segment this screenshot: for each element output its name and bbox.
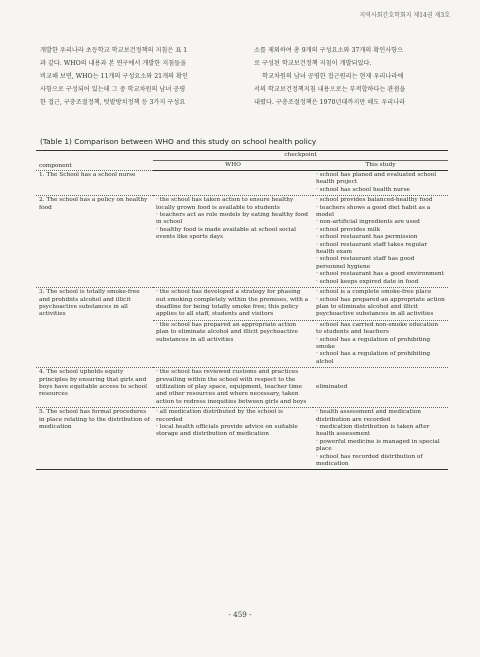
body-text-left bbox=[40, 44, 240, 109]
study-item: · non-artificial ingredients are used bbox=[316, 219, 420, 226]
header-who: WHO bbox=[153, 161, 313, 171]
study-item: · school restaurant has a good environment bbox=[316, 271, 444, 278]
text-line: 로 구성된 학교보건정책 지침이 개발되었다. bbox=[254, 60, 372, 67]
who-item: · the school has prepared an appropriate action plan to eliminate alcohol and illicit psychoactive substances in all activities bbox=[156, 321, 298, 343]
study-item: · school provides balanced-healthy food bbox=[316, 197, 433, 204]
header-checkpoint: checkpoint bbox=[153, 151, 448, 161]
journal-header: 지역사회간호학회지 제14권 제3호 bbox=[359, 12, 450, 19]
study-item: · school restaurant staff has good personnel hygiene bbox=[316, 256, 415, 270]
who-item: · the school has taken action to ensure healthy locally grown food is available to students bbox=[156, 197, 294, 211]
who-cell bbox=[153, 288, 313, 321]
study-cell bbox=[313, 196, 448, 288]
study-item: · school has planed and evaluated school health project bbox=[316, 172, 437, 186]
text-line: 한 접근, 구충조절정책, 텃밭방치정책 등 3가지 구성요 bbox=[40, 99, 186, 106]
study-item: · school has a regulation of prohibiting alchol bbox=[316, 351, 431, 365]
study-item: · teachers shows a good diet habit as a model bbox=[316, 204, 431, 219]
header-component: component bbox=[36, 151, 153, 171]
study-item: · school has prepared an appropriate action plan to eliminate alcohol and illicit psychoactive substances in all activities bbox=[316, 296, 445, 318]
who-cell bbox=[153, 320, 313, 367]
study-cell bbox=[313, 320, 448, 367]
study-item: · school keeps expired date in food bbox=[316, 278, 419, 285]
table-caption: (Table 1) Comparison between WHO and this study on school health policy bbox=[40, 137, 317, 146]
study-cell bbox=[313, 171, 448, 196]
page-number: - 459 - bbox=[228, 610, 252, 619]
study-item: eliminated bbox=[316, 383, 348, 390]
who-item: · all medication distributed by the school is recorded bbox=[156, 409, 284, 423]
table-row bbox=[36, 408, 448, 470]
who-item: · healthy food is made available at school social events like sports days bbox=[156, 226, 296, 241]
study-item: · school has school health nurse bbox=[316, 186, 410, 193]
who-item: · teachers act as role models by eating healthy food in school bbox=[156, 212, 308, 226]
study-item: · school has carried non-smoke education to students and teachers bbox=[316, 321, 439, 336]
who-item: · the school has developed a strategy for phasing out smoking completely within the premises, with a deadline for being totally smoke free; this policy applies to all staff, students and visitors bbox=[156, 289, 309, 318]
who-item: · local health officials provide advice on suitable storage and distribution of medication bbox=[156, 424, 298, 438]
who-cell bbox=[153, 368, 313, 408]
component-cell: 4. The school upholds equity principles by ensuring that girls and boys have equitable access to school resources bbox=[36, 368, 153, 408]
study-cell bbox=[313, 288, 448, 321]
who-cell bbox=[153, 196, 313, 288]
who-item: · the school has reviewed customs and practices prevailing within the school with respect to the utilization of play space, equipment, teacher time and other resources and where necessary, taken action to redress inequities between girls and boys bbox=[156, 369, 307, 405]
text-line: 사항으로 구성되어 있는데 그 중 학교차원의 남녀 공평 bbox=[40, 86, 186, 93]
study-cell bbox=[313, 368, 448, 408]
study-item: · medication distribution is taken after health assessment bbox=[316, 424, 430, 438]
header-this-study: This study bbox=[313, 161, 448, 171]
text-line: 내렸다. 구충조절정책은 1970년대까지만 해도 우리나라 bbox=[254, 99, 406, 106]
text-line: 개발한 우리나라 초등학교 학교보건정책의 지침은 표 1 bbox=[40, 47, 188, 54]
study-item: · school provides milk bbox=[316, 226, 381, 233]
who-cell bbox=[153, 171, 313, 196]
component-cell: 5. The school has formal procedures in place relating to the distribution of medication bbox=[36, 408, 153, 470]
component-cell: 3. The school is totally smoke-free and prohibits alcohol and illicit psychoactive substances in all activities bbox=[36, 288, 153, 368]
study-item: · school restaurant staff takes regular health exam bbox=[316, 241, 428, 256]
who-cell bbox=[153, 408, 313, 470]
table-row bbox=[36, 196, 448, 288]
study-item: · school is a complete smoke-free place bbox=[316, 289, 432, 296]
study-item: · school has recorded distribution of medication bbox=[316, 453, 423, 468]
study-item: · health assessment and medication distribution are recorded bbox=[316, 409, 422, 423]
text-line: 서의 학교보건정책지침 내용으로는 부적합하다는 관점을 bbox=[254, 86, 406, 93]
table-row bbox=[36, 171, 448, 196]
study-item: · school restaurant has permission bbox=[316, 234, 418, 241]
text-line: 비교해 보면, WHO는 11개의 구성요소와 21개의 확인 bbox=[40, 73, 188, 80]
study-item: · school has a regulation of prohibiting smoke bbox=[316, 336, 431, 350]
component-cell: 2. The school has a policy on healthy food bbox=[36, 196, 153, 288]
text-line: 학교차원의 남녀 공평한 접근원리는 현재 우리나라에 bbox=[262, 73, 404, 80]
body-text-right bbox=[254, 44, 454, 109]
study-item: · powerful medicine is managed in special place bbox=[316, 438, 440, 453]
table-row bbox=[36, 368, 448, 408]
component-cell: 1. The School has a school nurse bbox=[36, 171, 153, 196]
text-line: 과 같다. WHO의 내용과 본 연구에서 개발한 지침들을 bbox=[40, 60, 187, 67]
table-row bbox=[36, 288, 448, 321]
study-cell bbox=[313, 408, 448, 470]
text-line: 소를 제외하여 총 9개의 구성요소와 37개의 확인사항으 bbox=[254, 47, 404, 54]
comparison-table bbox=[36, 150, 448, 470]
